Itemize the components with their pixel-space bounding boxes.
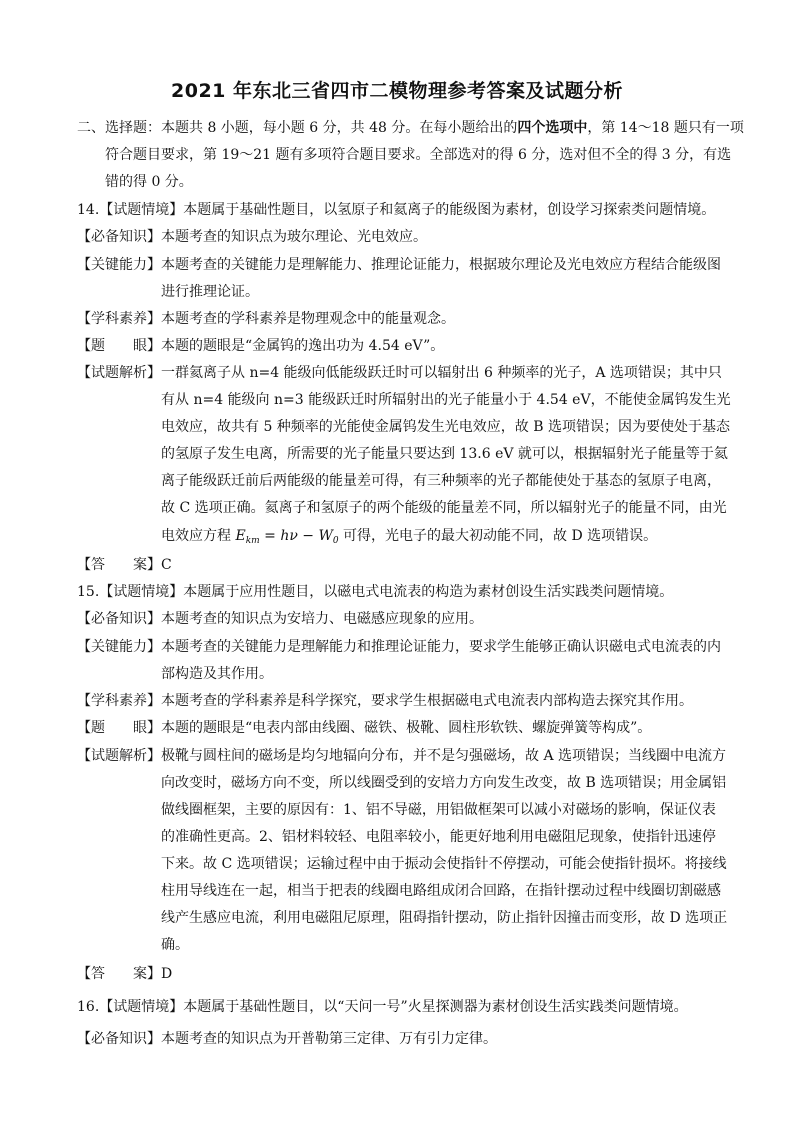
q14-analysis-line-1: 一群氦离子从 n=4 能级向低能级跃迁时可以辐射出 6 种频率的光子，A 选项错误；其中只 <box>161 365 722 381</box>
q14-a7-post: 可得，光电子的最大初动能不同，故 D 选项错误。 <box>338 528 658 544</box>
formula-sub-km: km <box>245 536 260 546</box>
section-text-b: ，第 14～18 题只有一项 <box>587 120 744 136</box>
q15-analysis-line-1: 极靴与圆柱间的磁场是均匀地辐向分布，并不是匀强磁场，故 A 选项错误；当线圈中电流方 <box>161 748 727 764</box>
q16-knowledge-label: 【必备知识】 <box>77 1031 161 1047</box>
q15-analysis-line-5: 下来。故 C 选项错误；运输过程中由于振动会使指针不停摆动，可能会使指针损坏。将接线 <box>161 856 727 872</box>
q16-knowledge <box>77 1030 497 1048</box>
q14-ability <box>77 256 721 274</box>
q15-literacy-label: 【学科素养】 <box>77 693 161 709</box>
q14-eye-text: 本题的题眼是“金属钨的逸出功为 4.54 eV”。 <box>161 338 445 354</box>
q14-analysis-line-3: 电效应，故共有 5 种频率的光能使金属钨发生光电效应，故 B 选项错误；因为要使处于基态 <box>161 419 730 435</box>
q14-answer <box>77 556 172 574</box>
q14-analysis <box>77 364 722 382</box>
q15-answer <box>77 965 172 983</box>
q14-situation: 14.【试题情境】本题属于基础性题目，以氢原子和氦离子的能级图为素材，创设学习探索类问题情境。 <box>77 202 716 218</box>
q15-analysis-line-6: 柱用导线连在一起，相当于把表的线圈电路组成闭合回路，在指针摆动过程中线圈切割磁感 <box>161 883 721 899</box>
q15-analysis-line-4: 的准确性更高。2、铝材料较轻、电阻率较小，能更好地利用电磁阻尼现象，使指针迅速停 <box>161 829 716 845</box>
page-title: 2021 年东北三省四市二模物理参考答案及试题分析 <box>171 80 623 102</box>
q15-ability-text-1: 本题考查的关键能力是理解能力和推理论证能力，要求学生能够正确认识磁电式电流表的内 <box>161 639 721 655</box>
q14-analysis-line-2: 有从 n=4 能级向 n=3 能级跃迁时所辐射出的光子能量小于 4.54 eV，不能使金属钨发生光 <box>161 392 731 408</box>
q14-answer-value: C <box>161 557 172 573</box>
q16-situation: 16.【试题情境】本题属于基础性题目，以“天问一号”火星探测器为素材创设生活实践类问题情境。 <box>77 999 688 1015</box>
q15-knowledge-text: 本题考查的知识点为安培力、电磁感应现象的应用。 <box>161 611 483 627</box>
q15-analysis-line-3: 做线圈框架，主要的原因有：1、铝不导磁，用铝做框架可以减小对磁场的影响，保证仪表 <box>161 802 716 818</box>
photoelectric-formula <box>235 528 338 544</box>
q15-analysis-line-7: 线产生感应电流，利用电磁阻尼原理，阻碍指针摆动，防止指针因撞击而变形，故 D 选项正 <box>161 910 728 926</box>
q14-analysis-line-5: 离子能级跃迁前后两能级的能量差可得，有三种频率的光子都能使处于基态的氢原子电离， <box>161 473 721 489</box>
section-text-a: 本题共 8 小题，每小题 6 分，共 48 分。在每小题给出的 <box>161 120 518 136</box>
q15-analysis-line-2: 向改变时，磁场方向不变，所以线圈受到的安培力方向发生改变，故 B 选项错误；用金属铝 <box>161 775 727 791</box>
q15-situation-text: 本题属于应用性题目，以磁电式电流表的构造为素材创设生活实践类问题情境。 <box>183 584 674 600</box>
q15-eye <box>77 719 651 737</box>
formula-mid: = hν − W <box>259 528 333 544</box>
q15-knowledge <box>77 610 483 628</box>
q15-answer-label: 【答 案】 <box>77 966 161 982</box>
q14-ability-text-1: 本题考查的关键能力是理解能力、推理论证能力，根据玻尔理论及光电效应方程结合能级图 <box>161 257 721 273</box>
q15-eye-text: 本题的题眼是“电表内部由线圈、磁铁、极靴、圆柱形软铁、螺旋弹簧等构成”。 <box>161 720 652 736</box>
q14-analysis-label: 【试题解析】 <box>77 365 161 381</box>
section-heading <box>77 119 744 137</box>
formula-e: E <box>235 528 246 544</box>
q14-analysis-line-4: 的氢原子发生电离，所需要的光子能量只要达到 13.6 eV 就可以，根据辐射光子能量等于氦 <box>161 446 728 462</box>
section-bold-four: 四个选项中 <box>517 120 588 136</box>
q15-literacy <box>77 692 693 710</box>
q14-knowledge-label: 【必备知识】 <box>77 229 161 245</box>
q14-literacy-text: 本题考查的学科素养是物理观念中的能量观念。 <box>161 311 455 327</box>
q15-literacy-text: 本题考查的学科素养是科学探究，要求学生根据磁电式电流表内部构造去探究其作用。 <box>161 693 693 709</box>
q16-situation-text: 本题属于基础性题目，以“天问一号”火星探测器为素材创设生活实践类问题情境。 <box>183 999 688 1015</box>
q14-situation-text: 本题属于基础性题目，以氢原子和氦离子的能级图为素材，创设学习探索类问题情境。 <box>183 202 716 218</box>
q15-situation: 15.【试题情境】本题属于应用性题目，以磁电式电流表的构造为素材创设生活实践类问题情境。 <box>77 584 674 600</box>
q15-number: 15 <box>77 584 95 600</box>
q14-answer-label: 【答 案】 <box>77 557 161 573</box>
q16-number: 16 <box>77 999 95 1015</box>
q15-knowledge-label: 【必备知识】 <box>77 611 161 627</box>
q14-literacy-label: 【学科素养】 <box>77 311 161 327</box>
q15-analysis <box>77 747 726 765</box>
q14-situation-label: 【试题情境】 <box>99 202 184 218</box>
q14-eye <box>77 337 444 355</box>
q14-ability-label: 【关键能力】 <box>77 257 161 273</box>
q14-eye-label: 【题 眼】 <box>77 338 161 354</box>
q16-knowledge-text: 本题考查的知识点为开普勒第三定律、万有引力定律。 <box>161 1031 497 1047</box>
q15-answer-value: D <box>161 966 173 982</box>
q14-number: 14 <box>77 202 95 218</box>
q16-situation-label: 【试题情境】 <box>99 999 184 1015</box>
q14-literacy <box>77 310 455 328</box>
q14-a7-pre: 电效应方程 <box>161 528 236 544</box>
q14-analysis-line-6: 故 C 选项正确。氦离子和氢原子的两个能级的能量差不同，所以辐射光子的能量不同，由光 <box>161 500 727 516</box>
q14-knowledge <box>77 228 427 246</box>
q15-situation-label: 【试题情境】 <box>99 584 184 600</box>
q14-analysis-line-7 <box>161 527 657 550</box>
section-line-2: 符合题目要求，第 19～21 题有多项符合题目要求。全部选对的得 6 分，选对但不全的得 3 分，有选 <box>105 147 732 163</box>
q15-ability-line-2: 部构造及其作用。 <box>161 666 273 682</box>
q14-ability-line-2: 进行推理论证。 <box>161 284 259 300</box>
q15-analysis-label: 【试题解析】 <box>77 748 161 764</box>
q15-eye-label: 【题 眼】 <box>77 720 161 736</box>
q15-ability-label: 【关键能力】 <box>77 639 161 655</box>
formula-sub-0: 0 <box>332 536 339 546</box>
q15-analysis-line-8: 确。 <box>161 937 189 953</box>
q15-ability <box>77 638 721 656</box>
section-line-3: 错的得 0 分。 <box>105 174 193 190</box>
q14-knowledge-text: 本题考查的知识点为玻尔理论、光电效应。 <box>161 229 427 245</box>
section-label: 二、选择题： <box>77 120 161 136</box>
